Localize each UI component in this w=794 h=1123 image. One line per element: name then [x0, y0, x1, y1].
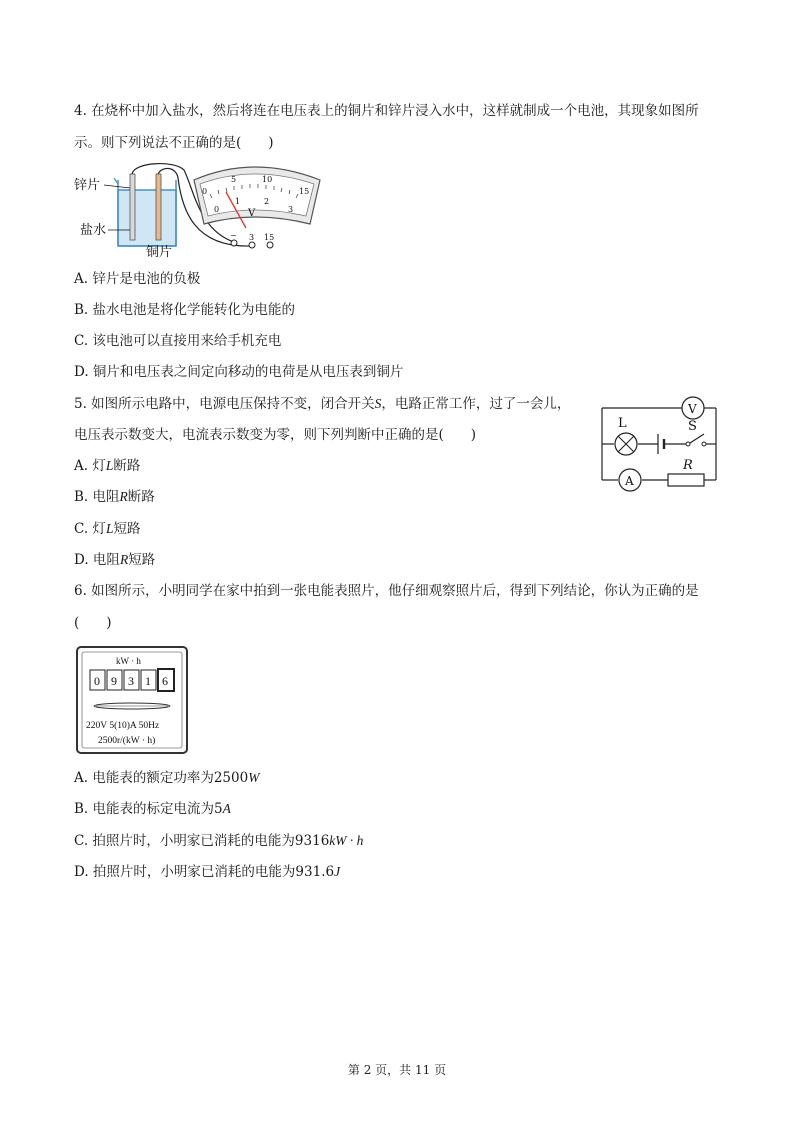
meter-unit: V: [248, 208, 256, 219]
q4-option-c: C. 该电池可以直接用来给手机充电: [74, 333, 282, 349]
svg-text:R: R: [683, 458, 693, 473]
label-salt-water: 盐水: [80, 223, 107, 238]
meter-spec-line1: 220V 5(10)A 50Hz: [86, 721, 160, 731]
beaker: [114, 178, 176, 246]
meter-digit-5: 6: [162, 674, 168, 688]
q4-option-b: B. 盐水电池是将化学能转化为电能的: [74, 302, 296, 318]
svg-text:L: L: [618, 416, 627, 431]
ammeter-symbol: [619, 469, 641, 491]
scale-top-15: 15: [299, 187, 310, 196]
terminal-neg: −: [230, 231, 237, 240]
svg-text:S: S: [688, 419, 697, 434]
scale-bottom-2: 2: [264, 197, 270, 206]
terminal-3: 3: [249, 233, 255, 242]
voltmeter-symbol: [682, 397, 704, 419]
q6-stem-line2: ( ): [74, 615, 112, 631]
terminal-15: 15: [264, 233, 275, 242]
q4-option-a: A. 锌片是电池的负极: [74, 271, 201, 287]
switch-symbol: [686, 419, 706, 446]
q5-option-c: C. 灯L短路: [74, 521, 141, 537]
copper-plate: [156, 174, 161, 240]
meter-rotor-disc: [94, 703, 170, 709]
q4-battery-voltmeter-figure: [74, 160, 344, 262]
voltmeter: [194, 167, 320, 248]
q5-option-b: B. 电阻R断路: [74, 489, 155, 505]
svg-text:A: A: [625, 474, 634, 488]
q6-energy-meter-figure: [76, 646, 188, 754]
zinc-plate: [130, 174, 135, 240]
scale-bottom-1: 1: [235, 197, 241, 206]
q5-stem-line2: 电压表示数变大，电流表示数变为零，则下列判断中正确的是( ): [74, 427, 477, 443]
q4-stem-line2: 示。则下列说法不正确的是( ): [74, 135, 274, 151]
q6-option-c: C. 拍照片时，小明家已消耗的电能为9316kW · h: [74, 833, 364, 849]
q5-circuit-figure: [598, 396, 722, 492]
q4-option-d: D. 铜片和电压表之间定向移动的电荷是从电压表到铜片: [74, 364, 404, 380]
q5-option-d: D. 电阻R短路: [74, 552, 156, 568]
meter-unit-label: kW · h: [116, 656, 141, 666]
meter-spec-line2: 2500r/(kW · h): [98, 736, 156, 746]
q6-option-d: D. 拍照片时，小明家已消耗的电能为931.6J: [74, 864, 341, 880]
scale-bottom-0: 0: [214, 205, 220, 214]
lamp-symbol: [615, 416, 637, 455]
q5-option-a: A. 灯L断路: [74, 458, 141, 474]
q6-stem-line1: 6. 如图所示，小明同学在家中拍到一张电能表照片，他仔细观察照片后，得到下列结论，你认为正确的是: [74, 583, 699, 599]
meter-digit-3: 3: [128, 674, 134, 688]
meter-digit-1: 0: [94, 674, 100, 688]
scale-top-5: 5: [231, 175, 237, 184]
svg-text:V: V: [688, 402, 697, 416]
resistor-symbol: [668, 458, 704, 486]
scale-bottom-3: 3: [288, 205, 294, 214]
meter-digit-4: 1: [145, 674, 151, 688]
label-zinc: 锌片: [74, 178, 101, 193]
q6-option-b: B. 电能表的标定电流为5A: [74, 801, 231, 817]
label-copper: 铜片: [146, 245, 173, 260]
q4-stem-line1: 4. 在烧杯中加入盐水，然后将连在电压表上的铜片和锌片浸入水中，这样就制成一个电池，其现象如图所: [74, 103, 699, 119]
scale-top-0: 0: [202, 187, 208, 196]
battery-symbol: [658, 434, 664, 454]
page-footer: 第 2 页，共 11 页: [347, 1063, 447, 1077]
q6-option-a: A. 电能表的额定功率为2500W: [74, 770, 260, 786]
scale-top-10: 10: [262, 175, 273, 184]
meter-digit-2: 9: [111, 674, 117, 688]
q5-stem-line1: 5. 如图所示电路中，电源电压保持不变，闭合开关S，电路正常工作，过了一会儿，: [74, 396, 571, 412]
